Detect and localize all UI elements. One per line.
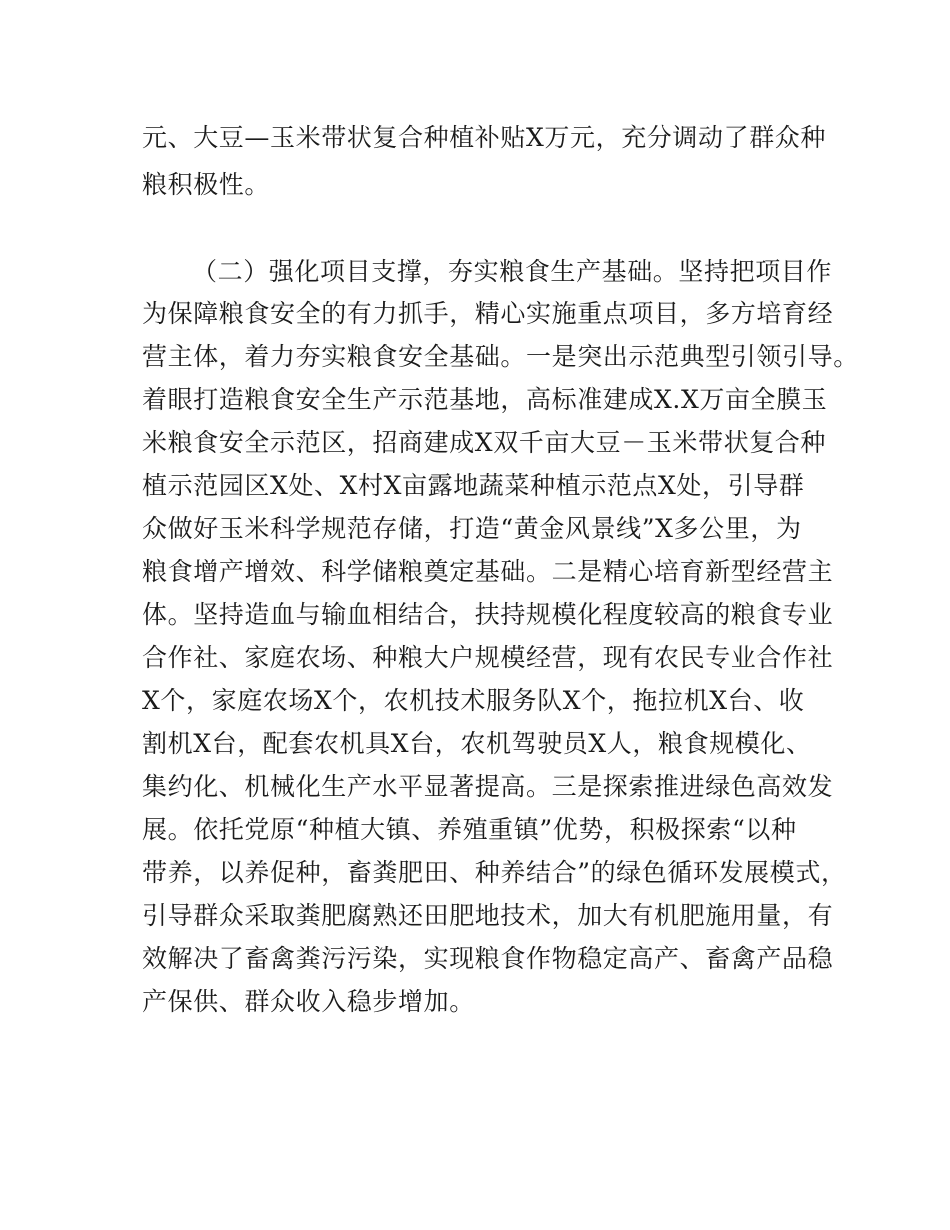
text-line: 着眼打造粮食安全生产示范基地，高标准建成X.X万亩全膜玉 — [142, 385, 828, 414]
text-line: 集约化、机械化生产水平显著提高。三是探索推进绿色高效发 — [142, 772, 834, 801]
text-line: 合作社、家庭农场、种粮大户规模经营，现有农民专业合作社 — [142, 643, 834, 672]
text-line: X个，家庭农场X个，农机技术服务队X个，拖拉机X台、收 — [142, 686, 805, 715]
text-line: 产保供、群众收入稳步增加。 — [142, 987, 475, 1016]
text-line: 粮积极性。 — [142, 170, 271, 199]
text-line: 效解决了畜禽粪污污染，实现粮食作物稳定高产、畜禽产品稳 — [142, 944, 834, 973]
text-line: 众做好玉米科学规范存储，打造“黄金风景线”X多公里，为 — [142, 514, 802, 543]
section-heading-line: （二）强化项目支撑，夯实粮食生产基础。坚持把项目作 — [192, 257, 833, 286]
text-line: 带养，以养促种，畜粪肥田、种养结合”的绿色循环发展模式， — [142, 858, 847, 887]
text-line: 营主体，着力夯实粮食安全基础。一是突出示范典型引领引导。 — [142, 342, 859, 371]
text-line: 割机X台，配套农机具X台，农机驾驶员X人，粮食规模化、 — [142, 729, 812, 758]
text-line: 体。坚持造血与输血相结合，扶持规模化程度较高的粮食专业 — [142, 600, 834, 629]
text-line: 引导群众采取粪肥腐熟还田肥地技术，加大有机肥施用量，有 — [142, 901, 834, 930]
text-line: 粮食增产增效、科学储粮奠定基础。二是精心培育新型经营主 — [142, 557, 834, 586]
text-line: 元、大豆—玉米带状复合种植补贴X万元，充分调动了群众种 — [142, 123, 826, 152]
text-line: 植示范园区X处、X村X亩露地蔬菜种植示范点X处，引导群 — [142, 471, 805, 500]
text-line: 米粮食安全示范区，招商建成X双千亩大豆－玉米带状复合种 — [142, 428, 826, 457]
text-line: 展。依托党原“种植大镇、养殖重镇”优势，积极探索“以种 — [142, 815, 797, 844]
text-line: 为保障粮食安全的有力抓手，精心实施重点项目，多方培育经 — [142, 299, 834, 328]
